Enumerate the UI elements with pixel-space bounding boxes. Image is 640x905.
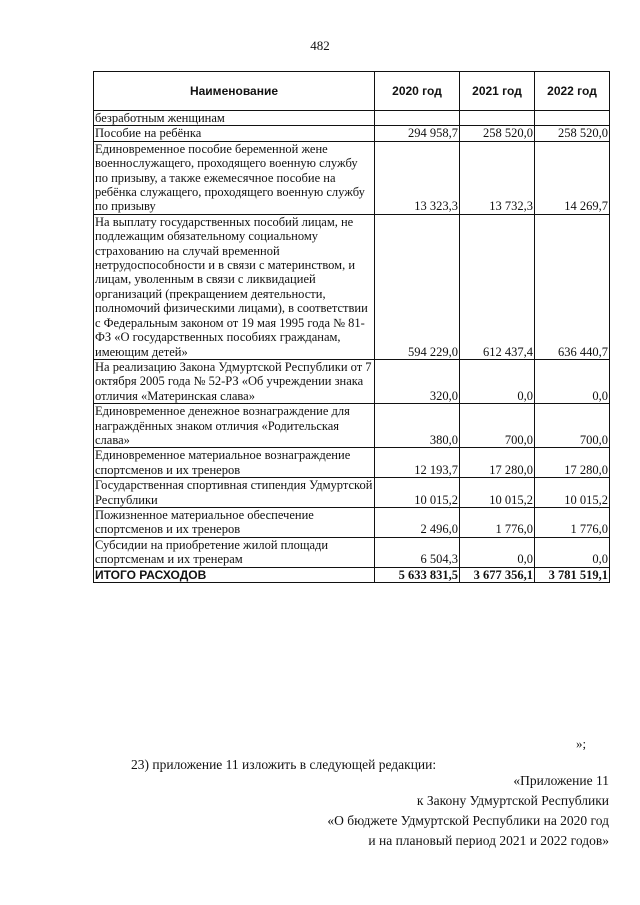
table-header-row [94,72,610,111]
closing-quote: »; [576,736,587,751]
table-row [94,448,610,478]
value-2022: 1 776,0 [535,507,610,537]
total-2021: 3 677 356,1 [460,567,535,582]
value-2022: 258 520,0 [535,126,610,141]
total-2020: 5 633 831,5 [375,567,460,582]
value-2020: 380,0 [375,404,460,448]
value-2021: 17 280,0 [460,448,535,478]
value-2020: 594 229,0 [375,214,460,359]
appendix-line: к Закону Удмуртской Республики [416,793,609,808]
value-2020: 10 015,2 [375,478,460,508]
table-row [94,404,610,448]
row-name: Субсидии на приобретение жилой площади спортсменам и их тренерам [94,537,375,567]
value-2022: 17 280,0 [535,448,610,478]
row-name: Государственная спортивная стипендия Удмуртской Республики [94,478,375,508]
page-number: 482 [310,38,330,53]
value-2020 [375,111,460,126]
row-name: На выплату государственных пособий лицам, не подлежащим обязательному социальному страхованию на случай временной нетрудоспособности и в связи с материнством, и лицам, уволенным в связи с ликвидацией организаций (прекращением деятельности, полномочий физическими лицами), в соответствии с Федеральным законом от 19 мая 1995 года № 81-ФЗ «О государственных пособиях гражданам, имеющим детей» [94,214,375,359]
value-2022 [535,111,610,126]
appendix-line: «О бюджете Удмуртской Республики на 2020 год [327,813,609,828]
value-2020: 6 504,3 [375,537,460,567]
table-row [94,126,610,141]
table-body [94,111,610,568]
row-name: Единовременное денежное вознаграждение для награждённых знаком отличия «Родительская слава» [94,404,375,448]
value-2020: 320,0 [375,359,460,403]
total-label: ИТОГО РАСХОДОВ [94,567,375,582]
value-2020: 12 193,7 [375,448,460,478]
value-2021: 13 732,3 [460,141,535,214]
row-name: Пособие на ребёнка [94,126,375,141]
column-header-2021: 2021 год [460,72,535,111]
table-row [94,141,610,214]
value-2021: 0,0 [460,537,535,567]
value-2021: 0,0 [460,359,535,403]
value-2020: 13 323,3 [375,141,460,214]
column-header-2020: 2020 год [375,72,460,111]
column-header-2022: 2022 год [535,72,610,111]
value-2021 [460,111,535,126]
table-row [94,214,610,359]
total-row [94,567,610,582]
value-2020: 294 958,7 [375,126,460,141]
value-2021: 258 520,0 [460,126,535,141]
value-2022: 0,0 [535,537,610,567]
value-2022: 636 440,7 [535,214,610,359]
table-row [94,507,610,537]
value-2022: 10 015,2 [535,478,610,508]
amendment-instruction: 23) приложение 11 изложить в следующей редакции: [131,757,437,772]
value-2021: 10 015,2 [460,478,535,508]
table-row [94,359,610,403]
column-header-name: Наименование [94,72,375,111]
table-row [94,478,610,508]
row-name: Пожизненное материальное обеспечение спортсменов и их тренеров [94,507,375,537]
value-2022: 14 269,7 [535,141,610,214]
value-2021: 700,0 [460,404,535,448]
value-2022: 0,0 [535,359,610,403]
row-name: На реализацию Закона Удмуртской Республики от 7 октября 2005 года № 52-РЗ «Об учреждении знака отличия «Материнская слава» [94,359,375,403]
appendix-line: «Приложение 11 [513,773,609,788]
table-row [94,537,610,567]
value-2020: 2 496,0 [375,507,460,537]
value-2021: 1 776,0 [460,507,535,537]
row-name: безработным женщинам [94,111,375,126]
row-name: Единовременное пособие беременной жене военнослужащего, проходящего военную службу по призыву, а также ежемесячное пособие на ребёнка служащего, проходящего военную службу по призыву [94,141,375,214]
table-row [94,111,610,126]
value-2022: 700,0 [535,404,610,448]
budget-table [93,71,610,583]
appendix-heading [327,771,609,851]
total-2022: 3 781 519,1 [535,567,610,582]
row-name: Единовременное материальное вознаграждение спортсменов и их тренеров [94,448,375,478]
appendix-line: и на плановый период 2021 и 2022 годов» [368,833,609,848]
value-2021: 612 437,4 [460,214,535,359]
